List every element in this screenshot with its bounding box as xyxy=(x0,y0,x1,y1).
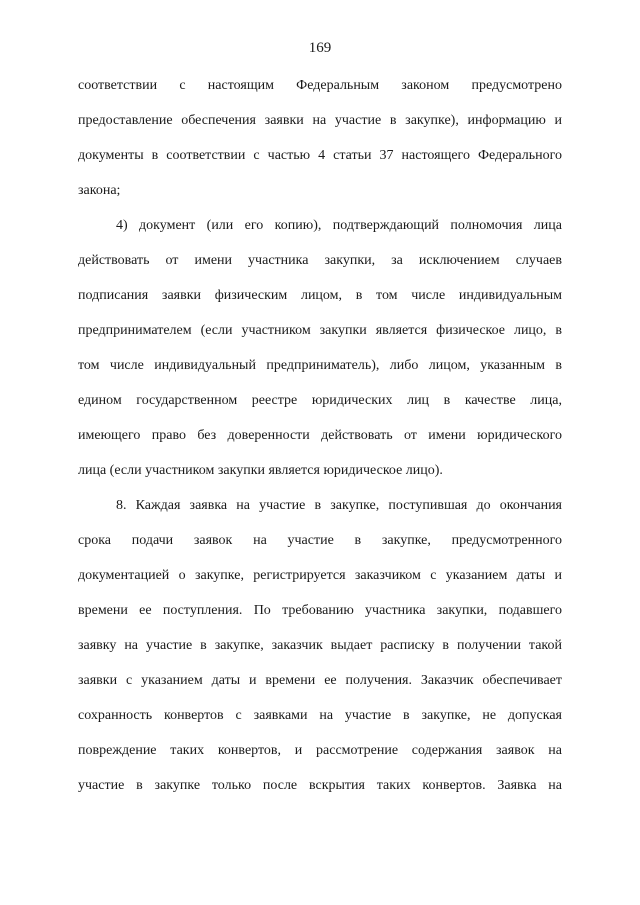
paragraph-clause-8 xyxy=(78,488,562,803)
text-line: действовать от имени участника закупки, за исключением случаев xyxy=(78,253,562,268)
text-line: подписания заявки физическим лицом, в том числе индивидуальным xyxy=(78,288,562,303)
paragraph-item-4 xyxy=(78,208,562,488)
text-line: закона; xyxy=(78,183,121,198)
text-line: документацией о закупке, регистрируется заказчиком с указанием даты и xyxy=(78,568,562,583)
text-line: заявку на участие в закупке, заказчик выдает расписку в получении такой xyxy=(78,638,562,653)
text-line: едином государственном реестре юридических лиц в качестве лица, xyxy=(78,393,562,408)
text-line: имеющего право без доверенности действовать от имени юридического xyxy=(78,428,562,443)
text-line: лица (если участником закупки является юридическое лицо). xyxy=(78,463,443,478)
text-line: заявки с указанием даты и времени ее получения. Заказчик обеспечивает xyxy=(78,673,562,688)
text-line: участие в закупке только после вскрытия таких конвертов. Заявка на xyxy=(78,778,562,793)
text-line: 8. Каждая заявка на участие в закупке, поступившая до окончания xyxy=(116,498,562,513)
paragraph-continuation xyxy=(78,68,562,208)
text-line: 4) документ (или его копию), подтверждающий полномочия лица xyxy=(116,218,562,233)
page-number: 169 xyxy=(308,40,332,56)
text-line: повреждение таких конвертов, и рассмотрение содержания заявок на xyxy=(78,743,562,758)
text-line: сохранность конвертов с заявками на участие в закупке, не допуская xyxy=(78,708,562,723)
text-line: времени ее поступления. По требованию участника закупки, подавшего xyxy=(78,603,562,618)
text-line: соответствии с настоящим Федеральным законом предусмотрено xyxy=(78,78,562,93)
text-line: предоставление обеспечения заявки на участие в закупке), информацию и xyxy=(78,113,562,128)
text-line: предпринимателем (если участником закупки является физическое лицо, в xyxy=(78,323,562,338)
text-line: срока подачи заявок на участие в закупке, предусмотренного xyxy=(78,533,562,548)
document-body xyxy=(78,68,562,803)
text-line: том числе индивидуальный предприниматель), либо лицом, указанным в xyxy=(78,358,562,373)
text-line: документы в соответствии с частью 4 статьи 37 настоящего Федерального xyxy=(78,148,562,163)
